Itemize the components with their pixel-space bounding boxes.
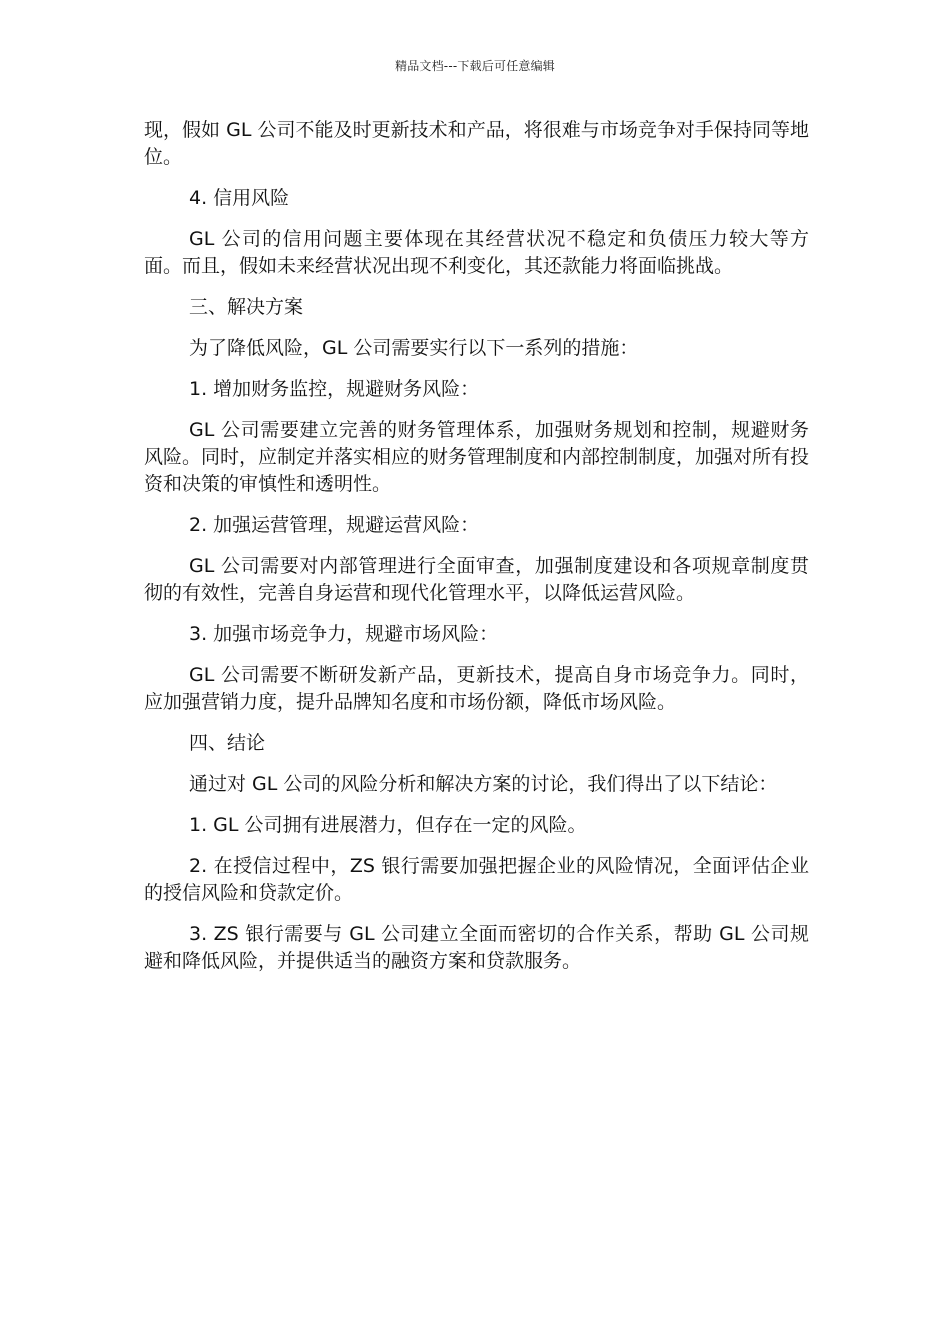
paragraph-operations-management: GL 公司需要对内部管理进行全面审查，加强制度建设和各项规章制度贯彻的有效性，完善自身运营和现代化管理水平，以降低运营风险。 (144, 555, 809, 604)
paragraph-conclusion-intro: 通过对 GL 公司的风险分析和解决方案的讨论，我们得出了以下结论： (189, 773, 778, 795)
paragraph-financial-monitoring: GL 公司需要建立完善的财务管理体系，加强财务规划和控制，规避财务风险。同时，应制定并落实相应的财务管理制度和内部控制制度，加强对所有投资和决策的审慎性和透明性。 (144, 419, 810, 495)
subheading-financial-monitoring: 1. 增加财务监控，规避财务风险： (189, 378, 480, 400)
conclusion-item-2: 2. 在授信过程中，ZS 银行需要加强把握企业的风险情况，全面评估企业的授信风险和贷款定价。 (144, 855, 809, 904)
conclusion-item-3: 3. ZS 银行需要与 GL 公司建立全面而密切的合作关系，帮助 GL 公司规避和降低风险，并提供适当的融资方案和贷款服务。 (144, 923, 809, 972)
paragraph-credit-risk: GL 公司的信用问题主要体现在其经营状况不稳定和负债压力较大等方面。而且，假如未来经营状况出现不利变化，其还款能力将面临挑战。 (144, 228, 809, 277)
page-header: 精品文档---下载后可任意编辑 (395, 59, 555, 73)
paragraph-market-competitiveness: GL 公司需要不断研发新产品，更新技术，提高自身市场竞争力。同时，应加强营销力度，提升品牌知名度和市场份额，降低市场风险。 (144, 664, 809, 713)
conclusion-item-1: 1. GL 公司拥有进展潜力，但存在一定的风险。 (189, 814, 587, 836)
subheading-market-competitiveness: 3. 加强市场竞争力，规避市场风险： (189, 623, 499, 645)
document-body (144, 117, 809, 989)
subheading-credit-risk: 4. 信用风险 (189, 187, 290, 209)
paragraph-solutions-intro: 为了降低风险，GL 公司需要实行以下一系列的措施： (189, 337, 639, 359)
section-heading-solutions: 三、解决方案 (189, 296, 304, 318)
paragraph-continuation: 现，假如 GL 公司不能及时更新技术和产品，将很难与市场竞争对手保持同等地位。 (144, 119, 809, 168)
subheading-operations-management: 2. 加强运营管理，规避运营风险： (189, 514, 480, 536)
section-heading-conclusion: 四、结论 (189, 732, 266, 754)
